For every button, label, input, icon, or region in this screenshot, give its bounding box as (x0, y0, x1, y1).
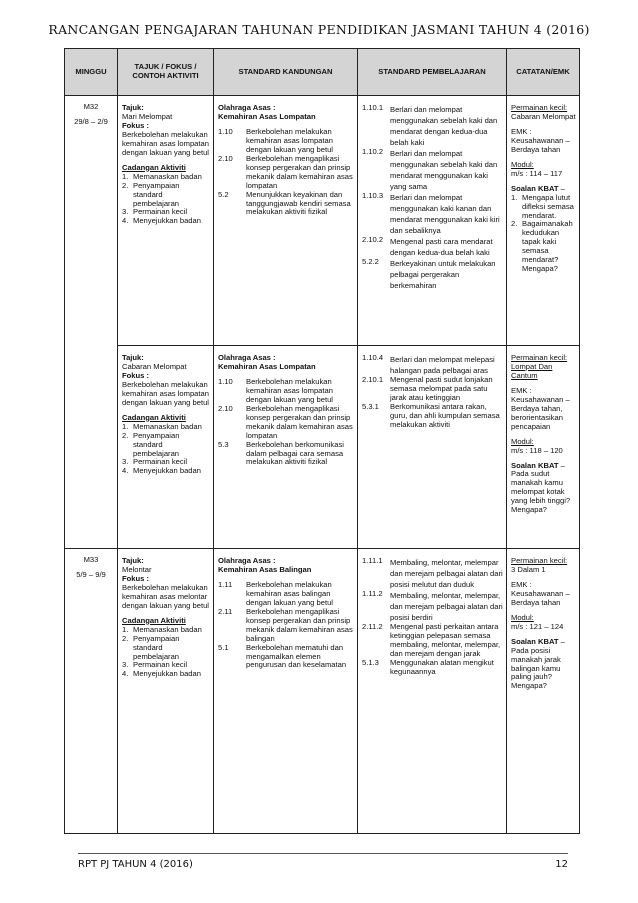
list-item: 5.2.2 Berkeyakinan untuk melakukan pelbagai pergerakan berkemahiran (362, 257, 496, 290)
emk-text: Keusahawanan – Berdaya tahan (511, 135, 570, 154)
table-row (65, 96, 580, 346)
permainan-name: Cabaran Melompat (511, 111, 576, 121)
list-item: 1.10.4 Berlari dan melompat melepasi halangan pada pelbagai aras (362, 353, 495, 375)
permainan-name: 3 Dalam 1 (511, 564, 546, 574)
page-title: RANCANGAN PENGAJARAN TAHUNAN PENDIDIKAN JASMANI TAHUN 4 (2016) (48, 22, 590, 37)
fokus-label: Fokus : (122, 120, 150, 130)
list-item: 1.11.2 Membaling, melontar, melempar, dan merejam pelbagai alatan dari posisi berdiri (362, 589, 503, 622)
list-item: 2.10.1 Mengenal pasti sudut lonjakan semasa melompat pada satu jarak atau ketinggian (362, 375, 493, 402)
sk-subtitle: Kemahiran Asas Lompatan (218, 361, 316, 371)
list-item: 1. Memanaskan badan (122, 624, 202, 634)
header-catatan: CATATAN/EMK (507, 49, 580, 96)
tajuk-cell (118, 346, 214, 549)
permainan-label: Permainan kecil: (511, 556, 568, 565)
list-item: 3. Permainan kecil (122, 207, 188, 217)
list-item: 2. Penyampaian standard pembelajaran (122, 180, 180, 208)
modul-label: Modul: (511, 159, 534, 169)
list-item: 2.11 Berkebolehan mengaplikasi konsep pergerakan dan prinsip mekanik dalam kemahiran asas balingan (218, 606, 353, 643)
tajuk-label: Tajuk: (122, 353, 144, 362)
week-cell (65, 549, 118, 834)
permainan-label: Permainan kecil: (511, 103, 568, 112)
header-standard-kandungan: STANDARD KANDUNGAN (214, 49, 358, 96)
page-number: 12 (555, 859, 568, 870)
list-item: 4. Menyejukkan badan (122, 216, 201, 226)
fokus-label: Fokus : (122, 573, 150, 583)
list-item: 3. Permainan kecil (122, 457, 188, 467)
list-item: 1.10.1 Berlari dan melompat menggunakan sebelah kaki dan mendarat dengan kedua-dua belah kaki (362, 103, 498, 147)
footer-label: RPT PJ TAHUN 4 (2016) (78, 859, 193, 870)
tajuk-label: Tajuk: (122, 556, 144, 565)
list-item: 1. Memanaskan badan (122, 421, 202, 431)
table-header-row (65, 49, 580, 96)
fokus-label: Fokus : (122, 370, 150, 380)
modul-label: Modul: (511, 612, 534, 622)
table-row (65, 549, 580, 834)
list-item: 5.2 Menunjukkan keyakinan dan tanggungjawab kendiri semasa melakukan aktiviti fizikal (218, 189, 351, 217)
kbat-heading: Soalan KBAT – (511, 460, 565, 470)
kbat-heading: Soalan KBAT – (511, 636, 565, 646)
list-item: 1.10.3 Berlari dan melompat menggunakan kaki kanan dan mendarat menggunakan kaki kiri dan sebaliknya (362, 191, 500, 235)
fokus-text: Berkebolehan melakukan kemahiran asas lompatan dengan lakuan yang betul (122, 129, 209, 157)
list-item: 2.10 Berkebolehan mengaplikasi konsep pergerakan dan prinsip mekanik dalam kemahiran asas lompatan (218, 403, 353, 440)
standard-pembelajaran-cell (358, 549, 507, 834)
header-tajuk: TAJUK / FOKUS / CONTOH AKTIVITI (118, 49, 214, 96)
week-number: M33 (83, 555, 99, 564)
permainan-name: Lompat Dan Cantum (511, 361, 553, 380)
sk-title: Olahraga Asas : (218, 353, 276, 362)
emk-label: EMK : (511, 385, 532, 395)
list-item: 5.3.1 Berkomunikasi antara rakan, guru, dan ahli kumpulan semasa melakukan aktiviti (362, 401, 500, 429)
tajuk-text: Mari Melompat (122, 111, 173, 121)
list-item: 5.1.3 Menggunakan alatan mengikut kegunaannya (362, 657, 494, 676)
week-number: M32 (83, 102, 99, 111)
modul-label: Modul: (511, 436, 534, 446)
kbat-text: Pada posisi manakah jarak balingan kamu paling jauh? Mengapa? (511, 645, 561, 691)
catatan-cell (507, 96, 580, 346)
list-item: 1. Memanaskan badan (122, 171, 202, 181)
list-item: 2. Penyampaian standard pembelajaran (122, 430, 180, 458)
tajuk-cell (118, 96, 214, 346)
sk-subtitle: Kemahiran Asas Balingan (218, 564, 312, 574)
tajuk-label: Tajuk: (122, 103, 144, 112)
emk-label: EMK : (511, 126, 532, 136)
list-item: 4. Menyejukkan badan (122, 669, 201, 679)
permainan-label: Permainan kecil: (511, 353, 568, 362)
emk-label: EMK : (511, 579, 532, 589)
fokus-text: Berkebolehan melakukan kemahiran asas lompatan dengan lakuan yang betul (122, 379, 209, 407)
standard-pembelajaran-cell (358, 96, 507, 346)
modul-text: m/s : 121 – 124 (511, 621, 564, 631)
list-item: 1.11.1 Membaling, melontar, melempar dan merejam pelbagai alatan dari posisi melutut dan duduk (362, 556, 503, 589)
standard-kandungan-cell (214, 549, 358, 834)
emk-text: Keusahawanan – Berdaya tahan, berorientasikan pencapaian (511, 394, 570, 431)
tajuk-text: Melontar (122, 564, 152, 574)
catatan-cell (507, 549, 580, 834)
aktiviti-label: Cadangan Aktiviti (122, 615, 186, 625)
kbat-heading: Soalan KBAT – (511, 183, 565, 193)
sk-subtitle: Kemahiran Asas Lompatan (218, 111, 316, 121)
emk-text: Keusahawanan – Berdaya tahan (511, 588, 570, 607)
list-item: 1.10.2 Berlari dan melompat menggunakan sebelah kaki dan mendarat menggunakan kaki yang sama (362, 147, 498, 191)
rpt-table (64, 48, 580, 834)
kbat-text: Pada sudut manakah kamu melompat kotak yang lebih tinggi? Mengapa? (511, 469, 571, 515)
list-item: 1. Mengapa lutut difleksi semasa mendarat. (511, 192, 574, 220)
list-item: 5.1 Berkebolehan mematuhi dan mengamalkan elemen pengurusan dan keselamatan (218, 642, 347, 670)
list-item: 5.3 Berkebolehan berkomunikasi dalam pelbagai cara semasa melakukan aktiviti fizikal (218, 439, 344, 467)
list-item: 2. Bagaimanakah kedudukan tapak kaki semasa mendarat? Mengapa? (511, 219, 573, 274)
sk-title: Olahraga Asas : (218, 556, 276, 565)
aktiviti-label: Cadangan Aktiviti (122, 162, 186, 172)
list-item: 2.10.2 Mengenal pasti cara mendarat dengan kedua-dua belah kaki (362, 235, 493, 257)
week-dates: 5/9 – 9/9 (76, 569, 106, 579)
list-item: 2.11.2 Mengenal pasti perkaitan antara ketinggian pelepasan semasa membaling, melontar, melempar, dan merejam dengan jarak (362, 622, 501, 658)
list-item: 2. Penyampaian standard pembelajaran (122, 633, 180, 661)
standard-kandungan-cell (214, 96, 358, 346)
list-item: 1.10 Berkebolehan melakukan kemahiran asas lompatan dengan lakuan yang betul (218, 376, 333, 404)
list-item: 2.10 Berkebolehan mengaplikasi konsep pergerakan dan prinsip mekanik dalam kemahiran asas lompatan (218, 153, 353, 190)
week-cell (65, 96, 118, 549)
modul-text: m/s : 114 – 117 (511, 168, 563, 178)
tajuk-text: Cabaran Melompat (122, 361, 187, 371)
aktiviti-label: Cadangan Aktiviti (122, 412, 186, 422)
catatan-cell (507, 346, 580, 549)
list-item: 4. Menyejukkan badan (122, 466, 201, 476)
tajuk-cell (118, 549, 214, 834)
list-item: 1.11 Berkebolehan melakukan kemahiran asas balingan dengan lakuan yang betul (218, 579, 333, 607)
list-item: 3. Permainan kecil (122, 660, 188, 670)
standard-kandungan-cell (214, 346, 358, 549)
standard-pembelajaran-cell (358, 346, 507, 549)
fokus-text: Berkebolehan melakukan kemahiran asas melontar dengan lakuan yang betul (122, 582, 209, 610)
list-item: 1.10 Berkebolehan melakukan kemahiran asas lompatan dengan lakuan yang betul (218, 126, 333, 154)
week-dates: 29/8 – 2/9 (74, 116, 108, 126)
sk-title: Olahraga Asas : (218, 103, 276, 112)
modul-text: m/s : 118 – 120 (511, 445, 563, 455)
table-row (65, 346, 580, 549)
header-minggu: MINGGU (65, 49, 118, 96)
page-footer (78, 853, 568, 870)
header-standard-pembelajaran: STANDARD PEMBELAJARAN (358, 49, 507, 96)
